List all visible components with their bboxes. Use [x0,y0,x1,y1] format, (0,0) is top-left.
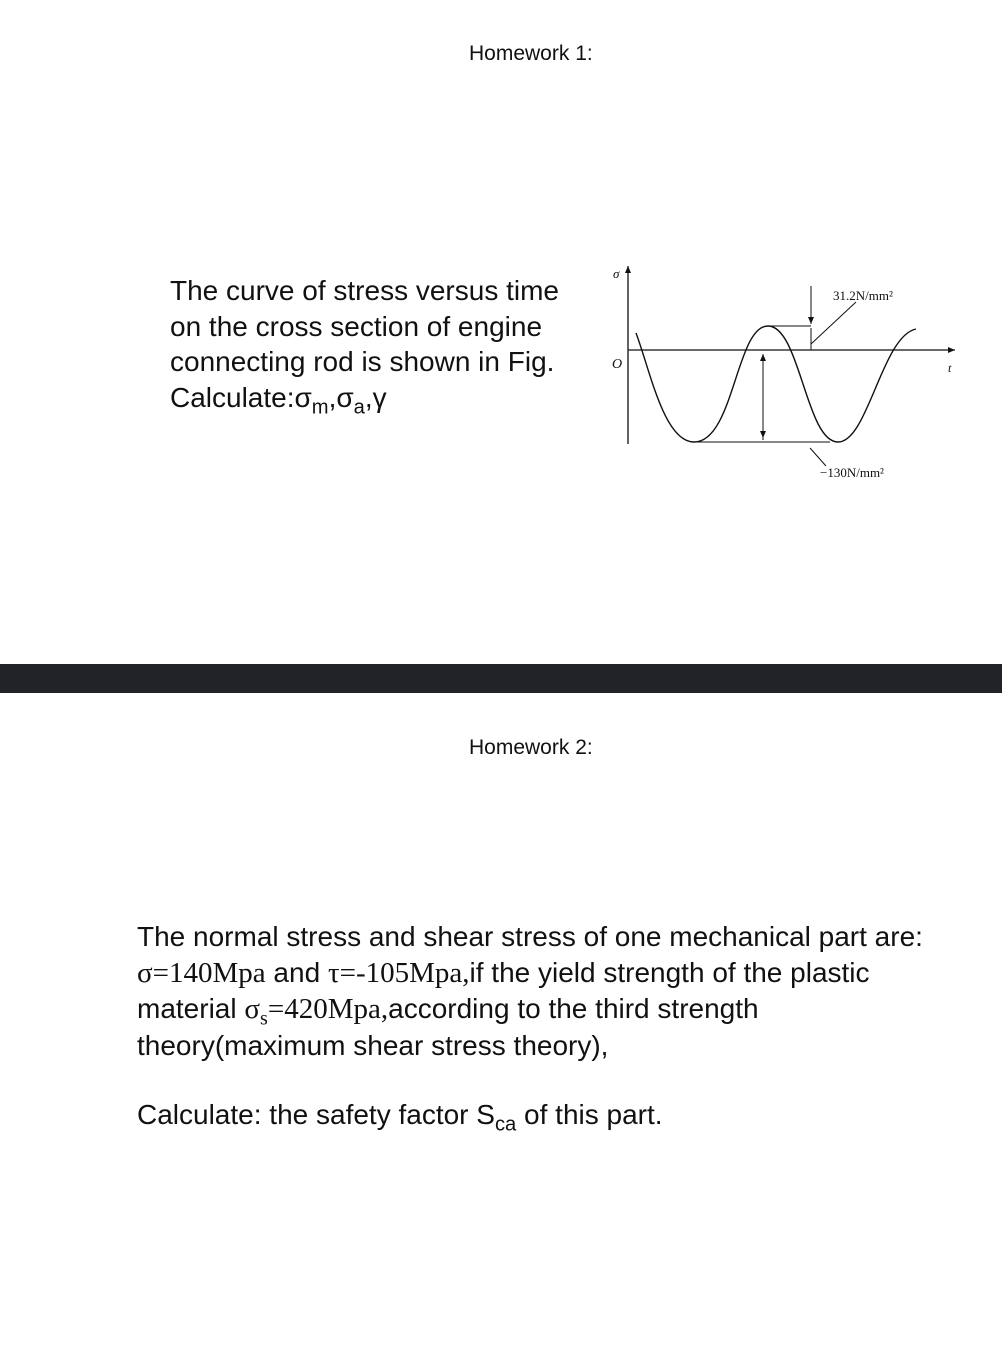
homework-1-problem-text [170,273,600,418]
slide-divider [0,664,1002,693]
comma: , [364,381,373,413]
max-leader [811,302,856,344]
sigma-symbol: σ [294,381,312,413]
problem2-line-1: The normal stress and shear stress of one mechanical part are: [137,921,923,952]
subscript-a: a [353,395,365,418]
stress-curve [636,326,916,442]
problem2-line-3 [137,991,987,1028]
origin-label: O [612,357,623,372]
problem2-line-3-rest: according to the third strength [388,993,759,1024]
homework-2-slide [0,693,1002,1355]
normal-stress-value: σ=140Mpa [137,956,266,989]
homework-2-problem-text [137,919,987,1063]
calculate-suffix: of this part. [516,1099,663,1130]
min-stress-label: −130N/mm² [820,465,884,480]
homework-1-slide [0,0,1002,664]
stress-time-diagram [598,252,970,487]
yield-sigma: σ [244,993,261,1025]
calculate-prefix: Calculate: [170,381,295,413]
max-stress-label: 31.2N/mm² [833,288,893,303]
gamma-symbol: γ [372,381,387,413]
and-text: and [265,956,328,988]
y-axis-label: σ [613,266,620,281]
x-axis-label: t [948,361,952,375]
homework-2-calculate [137,1097,663,1136]
problem-line-2: on the cross section of engine [170,310,543,342]
sigma-symbol: σ [336,381,354,413]
shear-stress-value: τ=-105Mpa, [327,956,470,989]
min-leader [810,448,826,466]
subscript-m: m [311,395,329,418]
problem2-line-2 [137,955,987,992]
problem-line-1: The curve of stress versus time [170,275,560,306]
safety-factor-subscript: ca [494,1113,517,1136]
yield-value: =420Mpa, [267,993,389,1025]
calculate-text: Calculate: the safety factor S [137,1099,495,1130]
yield-subscript: s [260,1007,268,1030]
problem-line-4 [170,380,600,416]
problem2-line-4: theory(maximum shear stress theory), [137,1029,609,1061]
homework-1-title: Homework 1: [469,42,593,65]
problem2-line-2-rest: if the yield strength of the plastic [469,956,870,988]
comma: , [328,381,337,413]
homework-2-title: Homework 2: [469,736,593,759]
problem-line-3: connecting rod is shown in Fig. [170,346,555,377]
material-prefix: material [137,993,245,1024]
